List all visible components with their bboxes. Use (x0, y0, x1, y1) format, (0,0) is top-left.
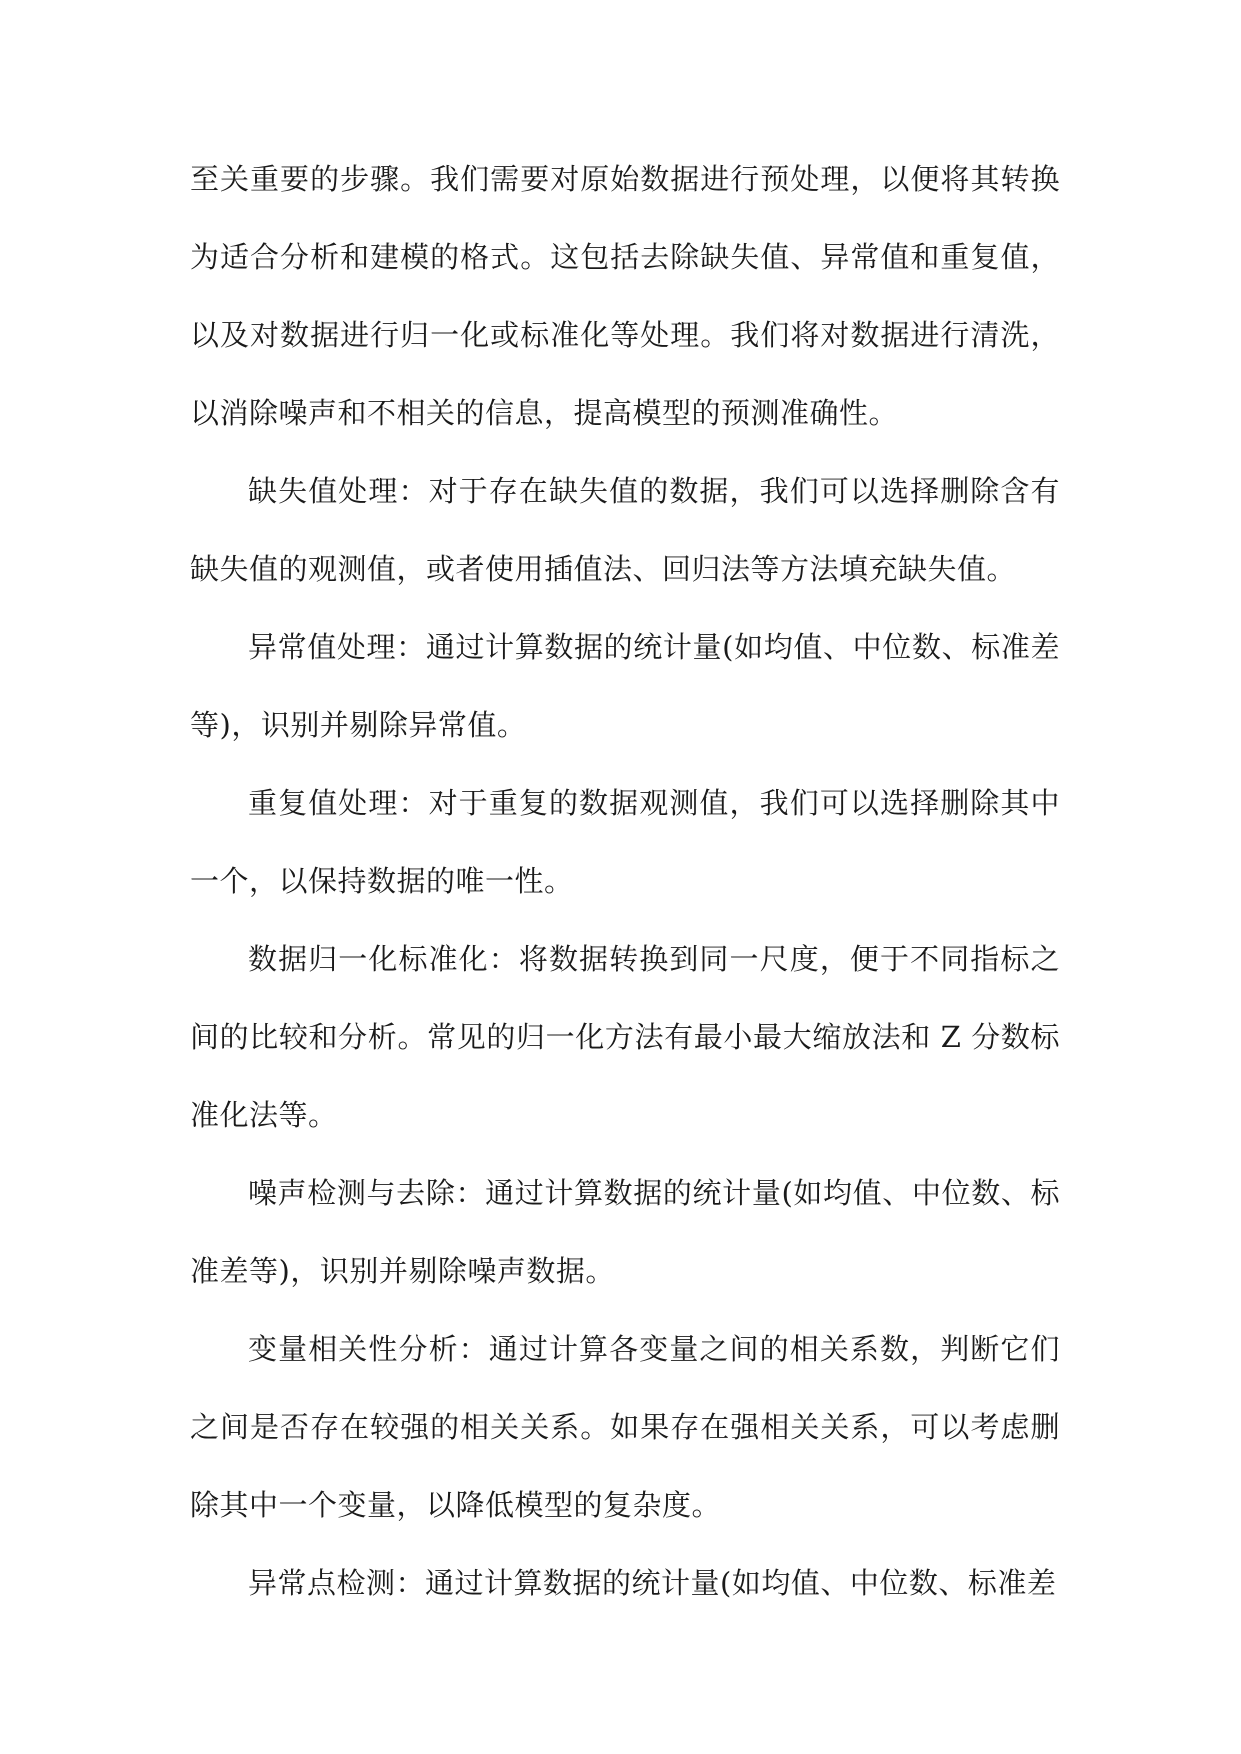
paragraph-outliers: 异常值处理：通过计算数据的统计量(如均值、中位数、标准差等)，识别并剔除异常值。 (190, 630, 1060, 742)
paragraph-correlation-analysis: 变量相关性分析：通过计算各变量之间的相关系数，判断它们之间是否存在较强的相关关系。如果存在强相关关系，可以考虑删除其中一个变量，以降低模型的复杂度。 (190, 1332, 1060, 1522)
paragraph-normalization: 数据归一化标准化：将数据转换到同一尺度，便于不同指标之间的比较和分析。常见的归一化方法有最小最大缩放法和 Z 分数标准化法等。 (190, 942, 1060, 1132)
paragraph-missing-values: 缺失值处理：对于存在缺失值的数据，我们可以选择删除含有缺失值的观测值，或者使用插值法、回归法等方法填充缺失值。 (190, 474, 1060, 586)
paragraph-anomaly-detection: 异常点检测：通过计算数据的统计量(如均值、中位数、标准差 (248, 1566, 1057, 1600)
paragraph-duplicates: 重复值处理：对于重复的数据观测值，我们可以选择删除其中一个，以保持数据的唯一性。 (190, 786, 1060, 898)
paragraph-noise-detection: 噪声检测与去除：通过计算数据的统计量(如均值、中位数、标准差等)，识别并剔除噪声数据。 (190, 1176, 1060, 1288)
body-text (190, 140, 1060, 1622)
paragraph-continuation: 至关重要的步骤。我们需要对原始数据进行预处理，以便将其转换为适合分析和建模的格式。这包括去除缺失值、异常值和重复值，以及对数据进行归一化或标准化等处理。我们将对数据进行清洗，以消除噪声和不相关的信息，提高模型的预测准确性。 (190, 162, 1060, 430)
